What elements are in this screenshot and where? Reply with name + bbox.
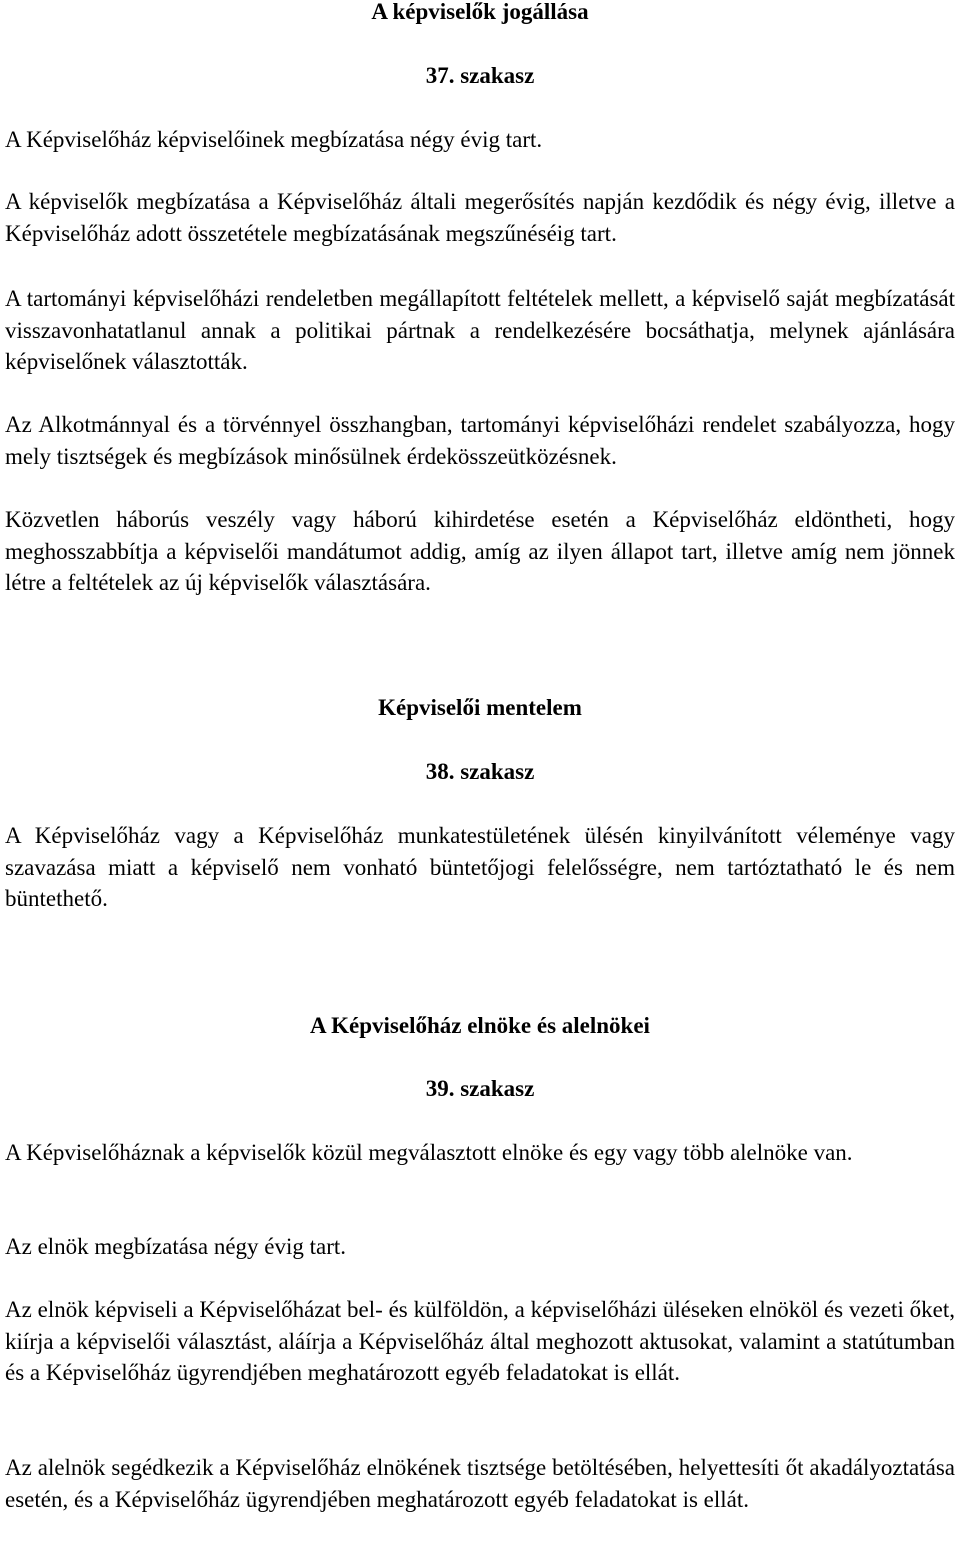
section-title-immunity: Képviselői mentelem — [378, 695, 582, 720]
section-title-president: A Képviselőház elnöke és alelnökei — [310, 1013, 650, 1038]
paragraph-immunity: A Képviselőház vagy a Képviselőház munkatestületének ülésén kinyilvánított véleménye vagy szavazása miatt a képviselő nem vonható büntetőjogi felelősségre, nem tartóztatható le és nem büntethető. — [5, 823, 955, 911]
paragraph-president-election: A Képviselőháznak a képviselők közül megválasztott elnöke és egy vagy több alelnöke van. — [5, 1140, 853, 1165]
article-39-heading: 39. szakasz — [425, 1076, 535, 1101]
article-38-heading: 38. szakasz — [425, 759, 535, 784]
paragraph-mandate-party: A tartományi képviselőházi rendeletben megállapított feltételek mellett, a képviselő saját megbízatását visszavonhatatlanul annak a politikai pártnak a rendelkezésére bocsáthatja, melynek ajánlására képviselőnek választották. — [5, 286, 955, 374]
paragraph-mandate-start: A képviselők megbízatása a Képviselőház általi megerősítés napján kezdődik és négy évig, illetve a Képviselőház adott összetétele megbízatásának megszűnéséig tart. — [5, 189, 955, 246]
paragraph-president-term: Az elnök megbízatása négy évig tart. — [5, 1234, 347, 1259]
section-title-legal-status: A képviselők jogállása — [371, 0, 589, 24]
paragraph-war-extension: Közvetlen háborús veszély vagy háború kihirdetése esetén a Képviselőház eldöntheti, hogy meghosszabbítja a képviselői mandátumot addig, amíg az ilyen állapot tart, illetve amíg nem jönnek létre a feltételek az új képviselők választására. — [5, 507, 955, 595]
article-37-heading: 37. szakasz — [425, 63, 535, 88]
paragraph-vice-president: Az alelnök segédkezik a Képviselőház elnökének tisztsége betöltésében, helyettesíti őt akadályoztatása esetén, és a Képviselőház ügyrendjében meghatározott egyéb feladatokat is ellát. — [5, 1455, 955, 1512]
paragraph-mandate-duration: A Képviselőház képviselőinek megbízatása négy évig tart. — [5, 127, 543, 152]
paragraph-president-duties: Az elnök képviseli a Képviselőházat bel- és külföldön, a képviselőházi üléseken elnököl és vezeti őket, kiírja a képviselői választást, aláírja a Képviselőház által meghozott aktusokat, valamint a statútumban és a Képviselőház ügyrendjében meghatározott egyéb feladatokat is ellát. — [5, 1297, 955, 1385]
paragraph-conflict-of-interest: Az Alkotmánnyal és a törvénnyel összhangban, tartományi képviselőházi rendelet szabályozza, hogy mely tisztségek és megbízások minősülnek érdekösszeütközésnek. — [5, 412, 955, 469]
